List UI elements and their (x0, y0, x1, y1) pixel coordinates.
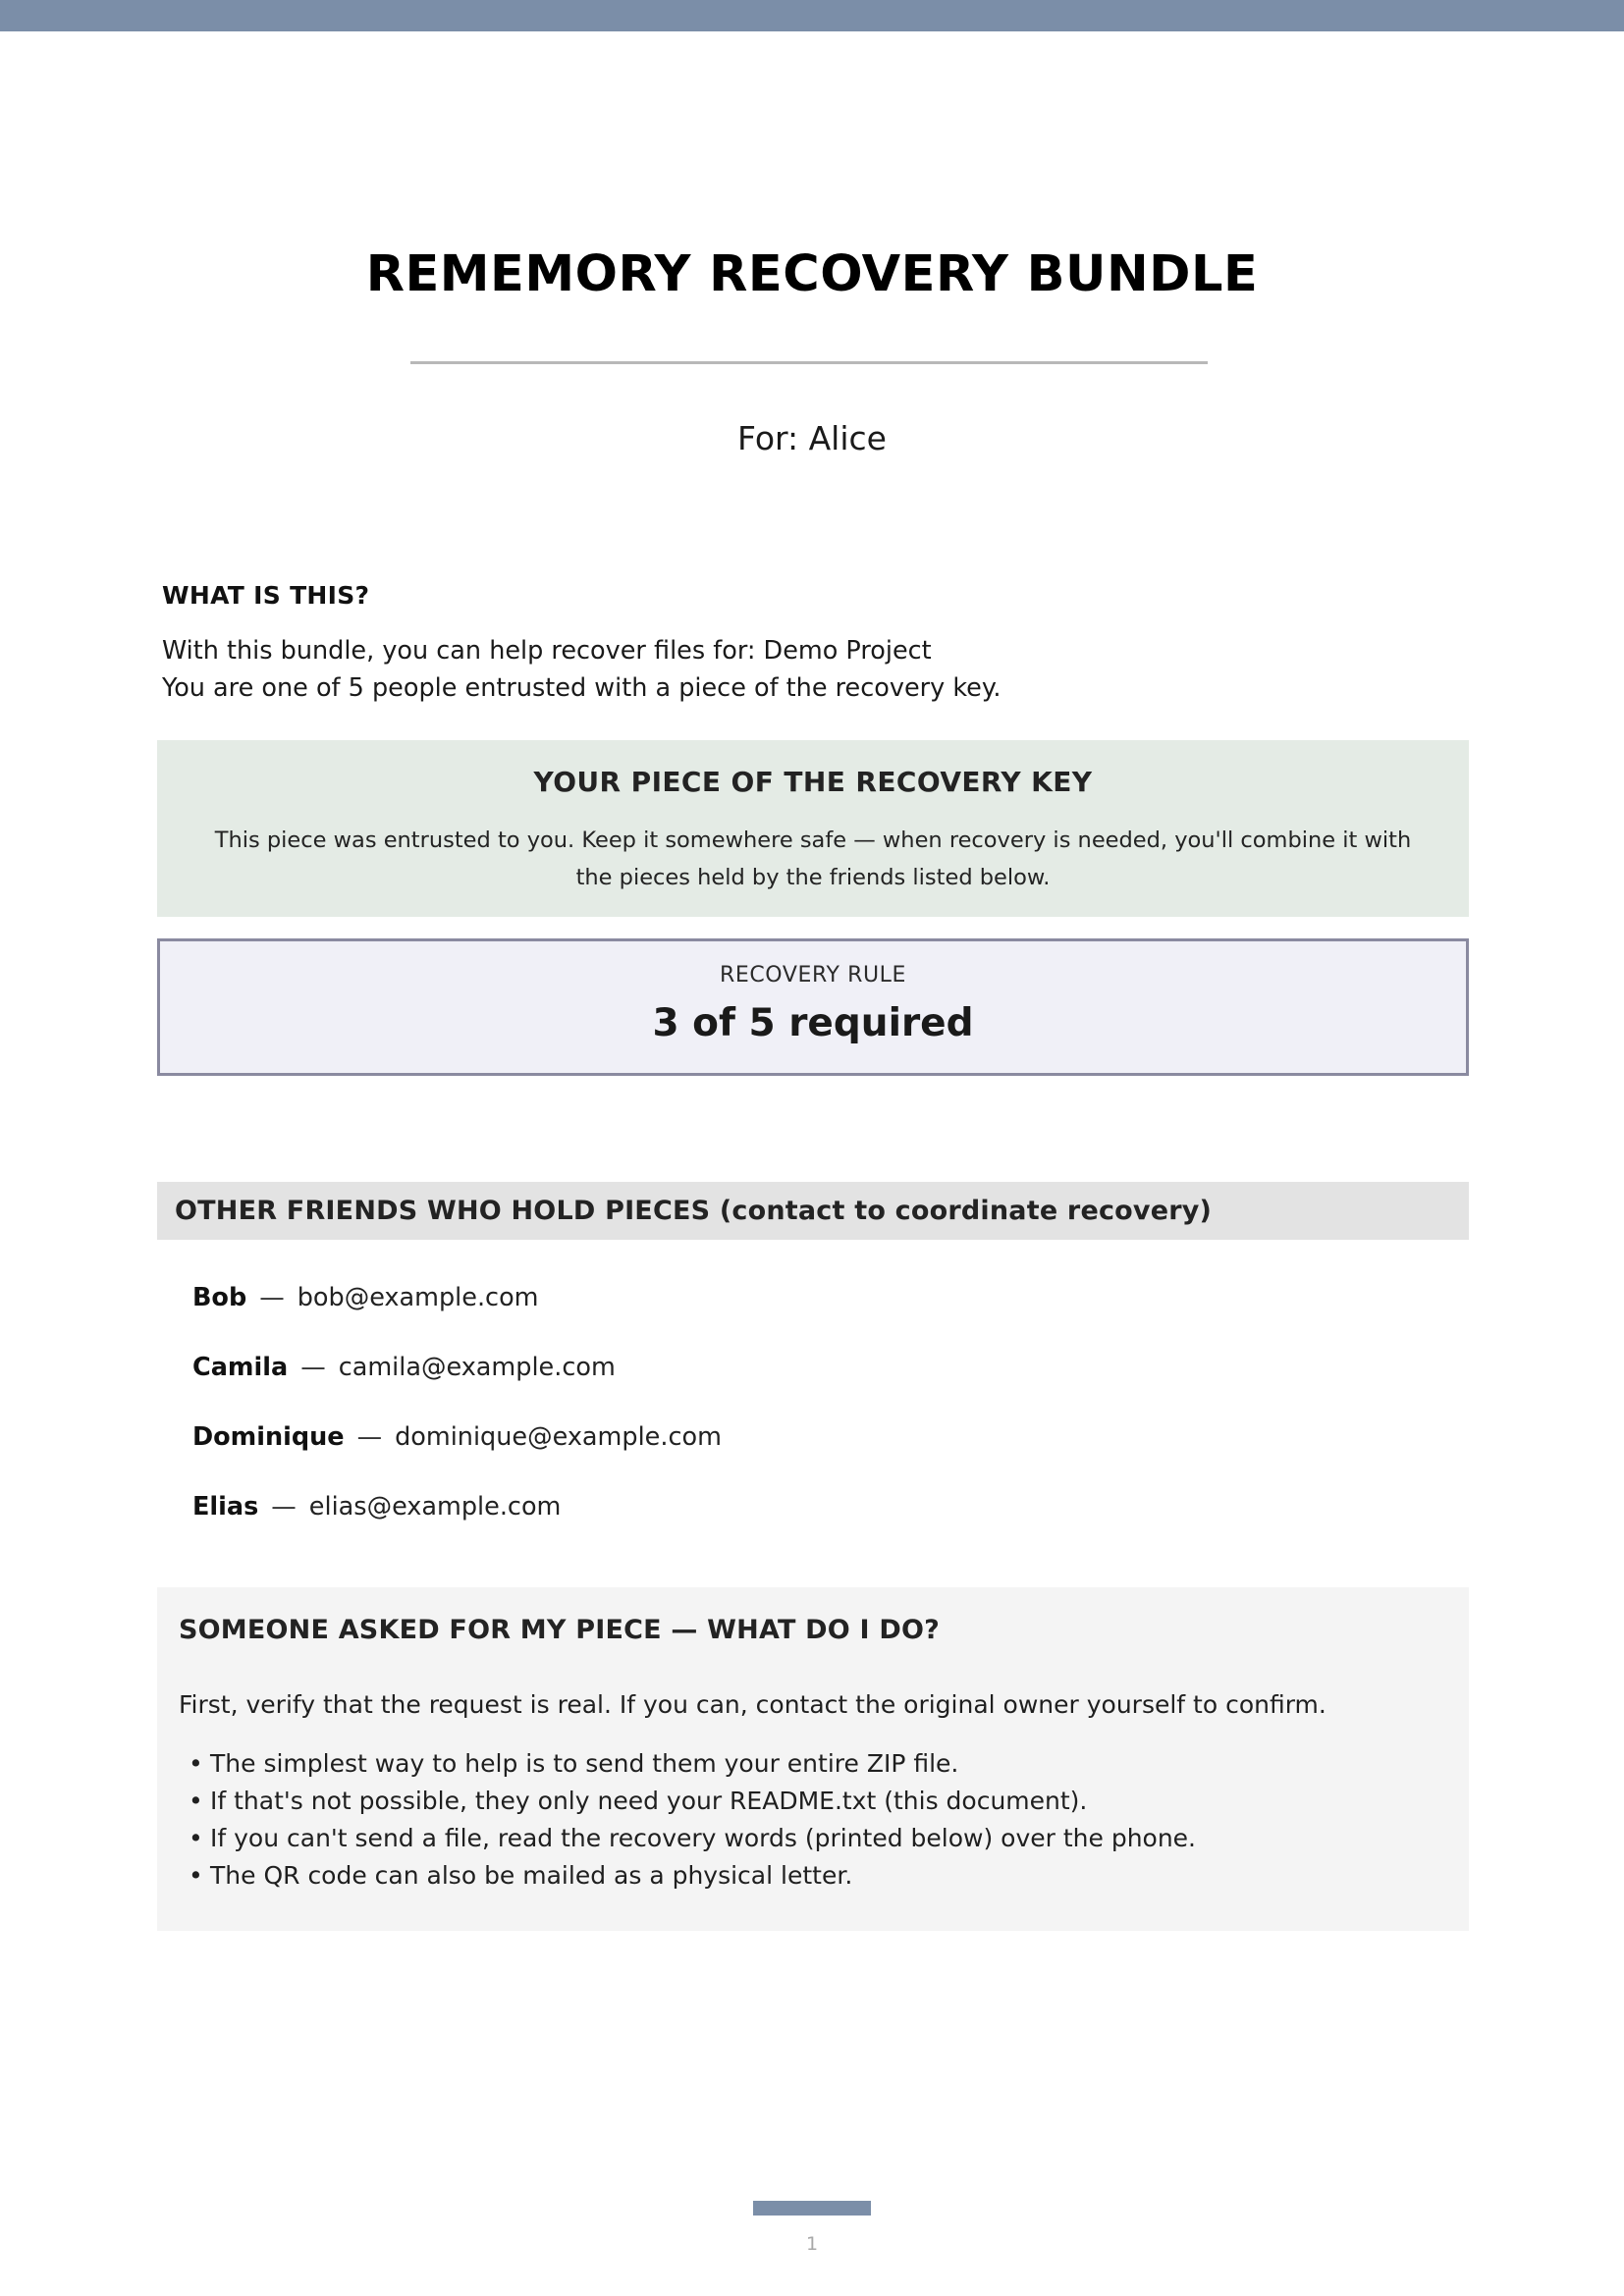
list-item: • The QR code can also be mailed as a physical letter. (179, 1857, 1447, 1895)
footer-accent-bar (753, 2201, 871, 2216)
friends-section-heading: OTHER FRIENDS WHO HOLD PIECES (contact to coordinate recovery) (157, 1182, 1469, 1240)
top-accent-bar (0, 0, 1624, 31)
your-piece-title: YOUR PIECE OF THE RECOVERY KEY (533, 766, 1093, 798)
list-item: • The simplest way to help is to send them your entire ZIP file. (179, 1745, 1447, 1783)
intro-line-project: With this bundle, you can help recover files for: Demo Project (162, 636, 932, 666)
your-piece-panel (157, 740, 1469, 917)
friend-email: dominique@example.com (395, 1421, 722, 1452)
friend-email: elias@example.com (308, 1491, 562, 1522)
what-is-this-heading: WHAT IS THIS? (162, 581, 370, 610)
recovery-rule-panel (157, 938, 1469, 1076)
title-divider (410, 361, 1208, 364)
list-item (157, 1402, 1469, 1471)
list-item (157, 1471, 1469, 1541)
friend-name: Camila (192, 1352, 289, 1382)
intro-line-participants: You are one of 5 people entrusted with a piece of the recovery key. (162, 673, 1001, 703)
list-item (157, 1332, 1469, 1402)
page-number: 1 (805, 2233, 819, 2255)
faq-bullet-list (179, 1745, 1447, 1895)
friend-name: Elias (192, 1491, 259, 1522)
friend-separator: — (259, 1282, 285, 1312)
friend-name: Dominique (192, 1421, 345, 1452)
list-item: • If that's not possible, they only need your README.txt (this document). (179, 1783, 1447, 1820)
friend-separator: — (300, 1352, 326, 1382)
friend-separator: — (356, 1421, 383, 1452)
document-page (0, 31, 1624, 2296)
list-item: • If you can't send a file, read the recovery words (printed below) over the phone. (179, 1820, 1447, 1857)
faq-panel (157, 1587, 1469, 1931)
list-item (157, 1262, 1469, 1332)
document-subtitle: For: Alice (737, 419, 887, 457)
recovery-rule-label: RECOVERY RULE (719, 963, 907, 988)
your-piece-text: This piece was entrusted to you. Keep it somewhere safe — when recovery is needed, you'll combine it with the pieces held by the friends listed below. (214, 828, 1412, 890)
friend-name: Bob (192, 1282, 247, 1312)
what-is-this-body (162, 632, 1478, 707)
friends-list (157, 1262, 1469, 1541)
recovery-rule-value: 3 of 5 required (652, 1001, 974, 1045)
page-title: REMEMORY RECOVERY BUNDLE (365, 245, 1259, 303)
friend-email: camila@example.com (338, 1352, 616, 1382)
friend-email: bob@example.com (297, 1282, 539, 1312)
faq-title: SOMEONE ASKED FOR MY PIECE — WHAT DO I DO? (179, 1615, 940, 1645)
friend-separator: — (271, 1491, 297, 1522)
faq-lead: First, verify that the request is real. If you can, contact the original owner yourself to confirm. (179, 1690, 1326, 1719)
